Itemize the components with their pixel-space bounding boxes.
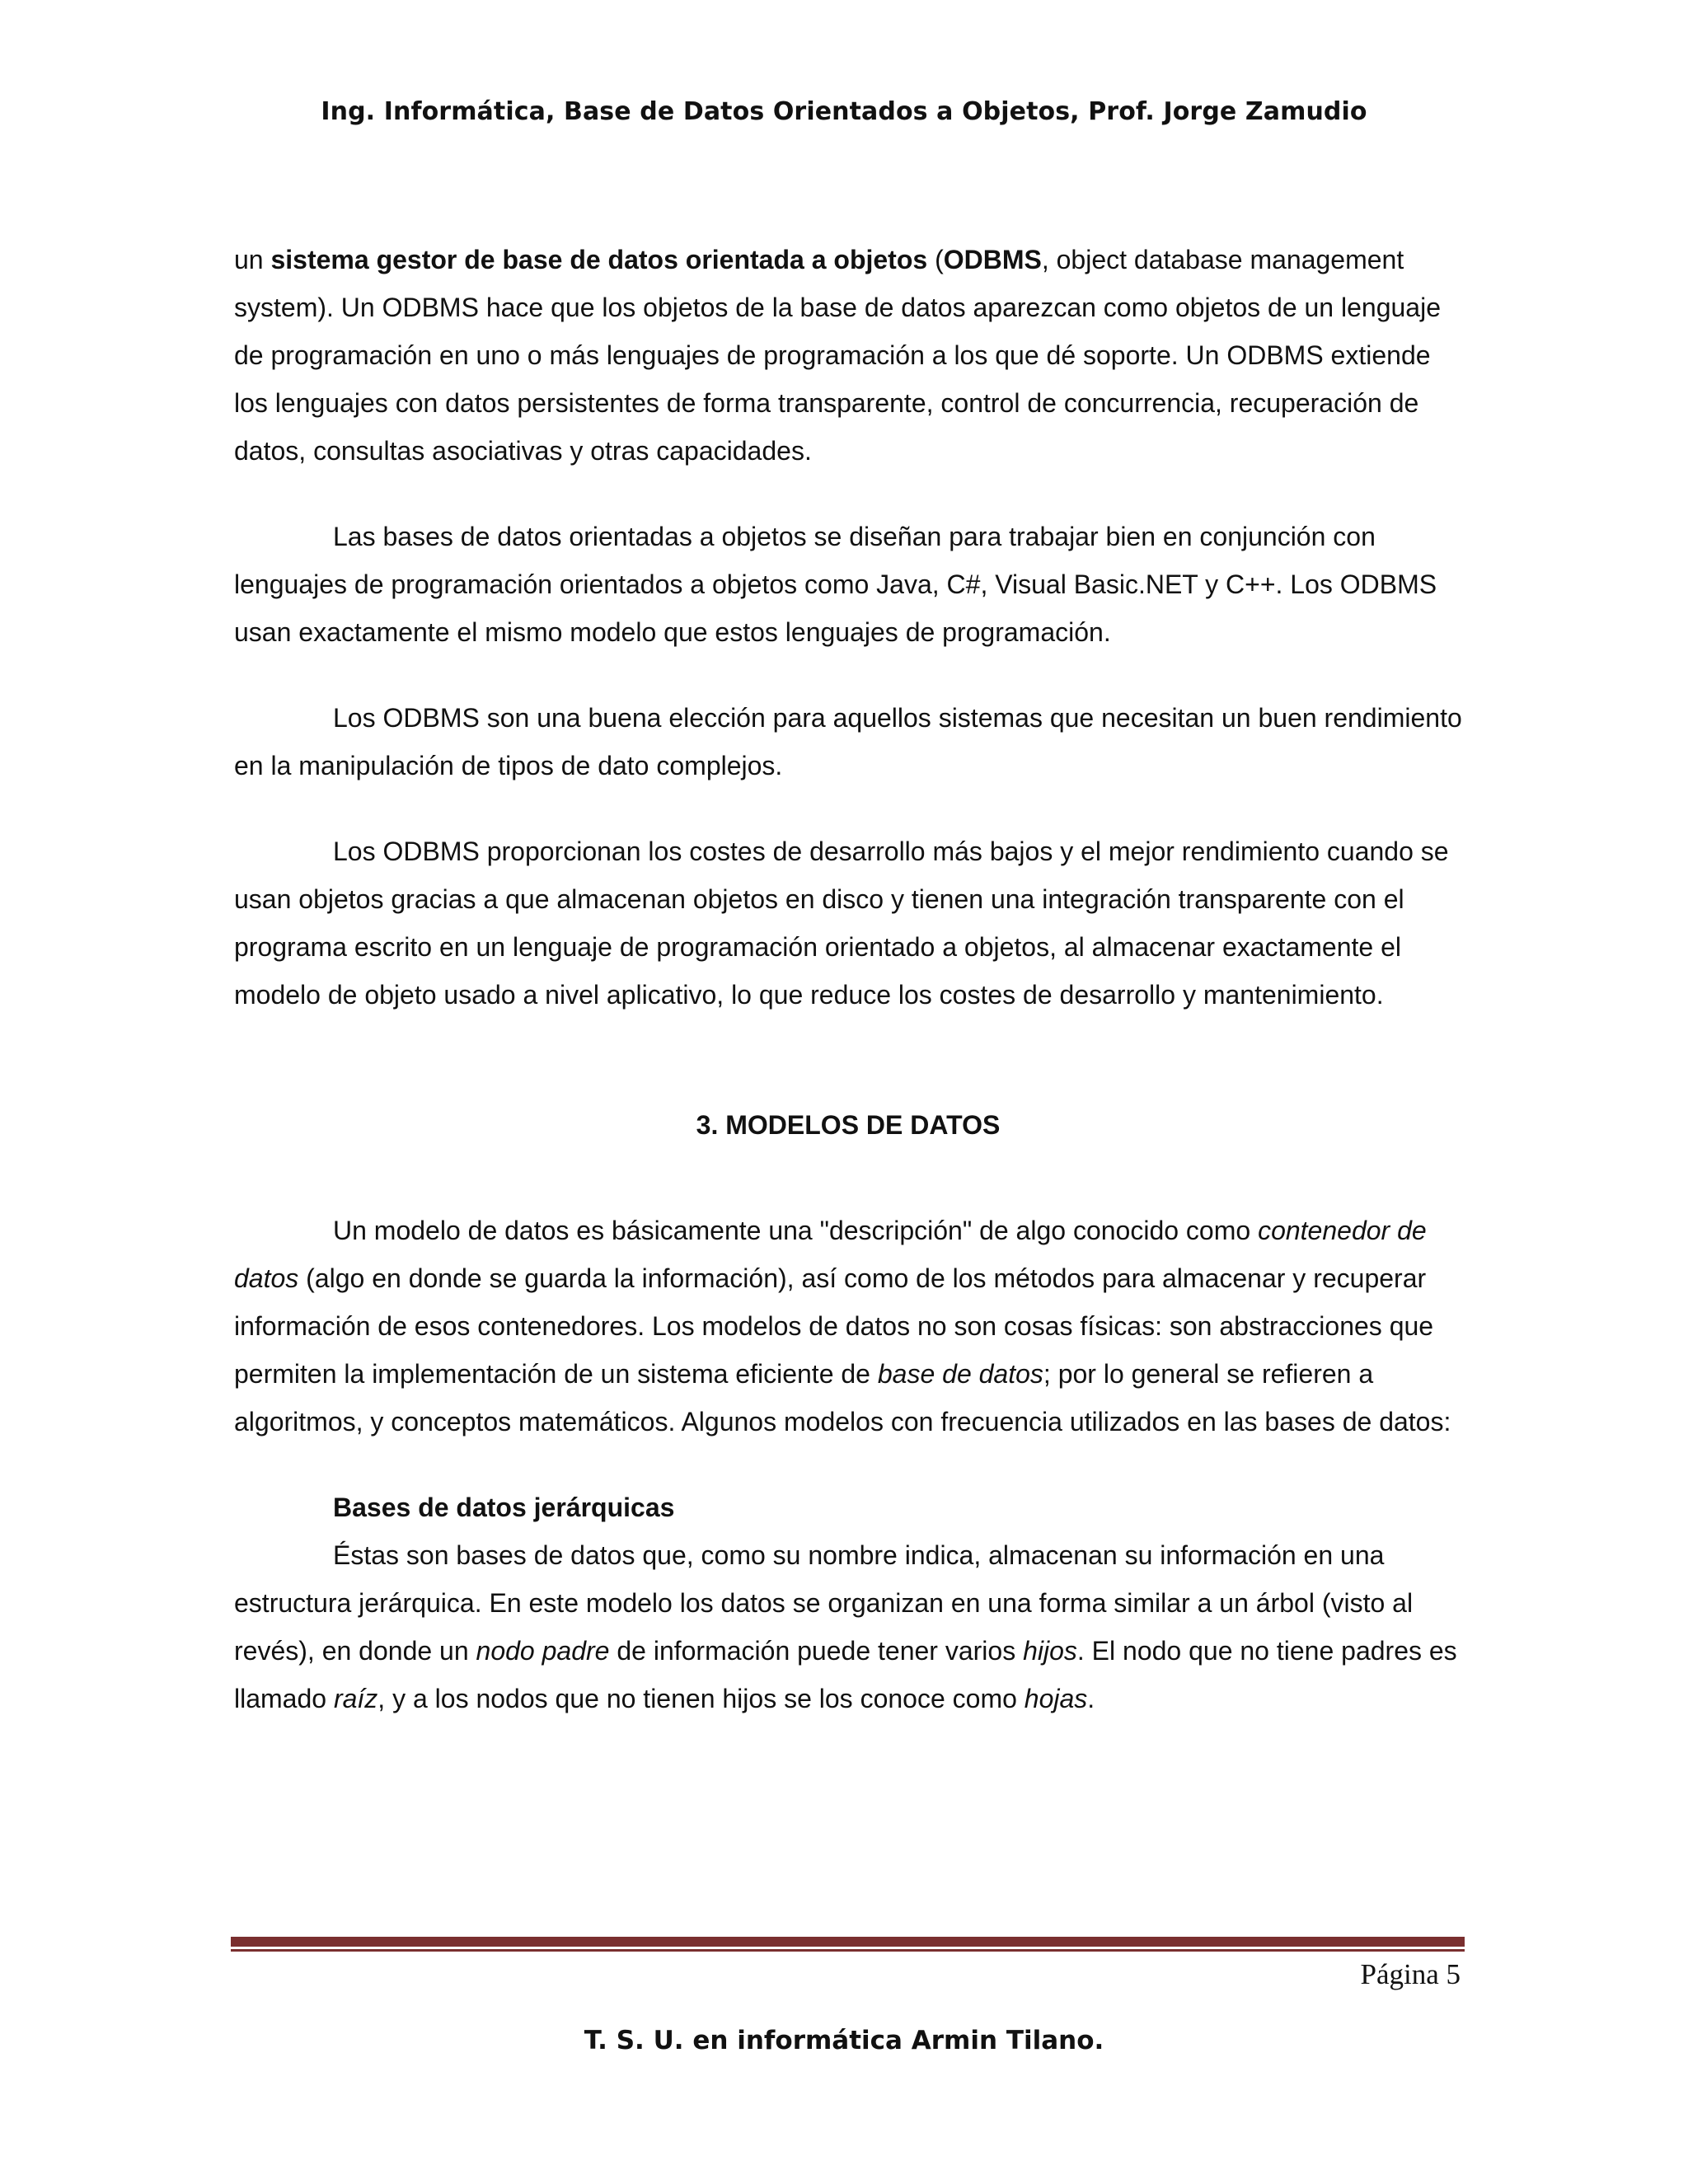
bold-acronym: ODBMS — [943, 245, 1042, 274]
paragraph-odbms-definition — [234, 236, 1462, 475]
page-header: Ing. Informática, Base de Datos Orientados a Objetos, Prof. Jorge Zamudio — [321, 97, 1367, 126]
footer-note: T. S. U. en informática Armin Tilano. — [584, 2026, 1104, 2055]
text-run: Éstas son bases de datos que, como su nombre indica, almacenan su información en una estructura jerárquica. En este modelo los datos se organizan en una forma similar a un árbol (visto al revés), en donde un — [234, 1540, 1414, 1666]
footer-rule-thick — [231, 1937, 1465, 1947]
paragraph-oo-languages: Las bases de datos orientadas a objetos se diseñan para trabajar bien en conjunción con lenguajes de programación orientados a objetos como Java, C#, Visual Basic.NET y C++. Los ODBMS usan exactamente el mismo modelo que estos lenguajes de programación. — [234, 522, 1437, 647]
text-run: , object database management system). Un ODBMS hace que los objetos de la base de datos aparezcan como objetos de un lenguaje de programación en uno o más lenguajes de programación a los que dé soporte. Un ODBMS extiende los lenguajes con datos persistentes de forma transparente, control de concurrencia, recuperación de datos, consultas asociativas y otras capacidades. — [234, 245, 1441, 466]
subheading-hierarchical: Bases de datos jerárquicas — [333, 1493, 675, 1522]
italic-term: base de datos — [877, 1359, 1043, 1389]
text-run: Un modelo de datos es básicamente una "descripción" de algo conocido como — [333, 1216, 1259, 1245]
paragraph-good-choice: Los ODBMS son una buena elección para aquellos sistemas que necesitan un buen rendimiento en la manipulación de tipos de dato complejos. — [234, 703, 1462, 780]
section-title: 3. MODELOS DE DATOS — [696, 1110, 1001, 1140]
text-run: . El nodo que no tiene padres es llamado — [234, 1636, 1457, 1713]
document-body — [234, 236, 1462, 1722]
text-run: de información puede tener varios — [609, 1636, 1024, 1666]
italic-term: hijos — [1023, 1636, 1077, 1666]
paragraph-hierarchical — [234, 1531, 1462, 1722]
paragraph-lower-costs: Los ODBMS proporcionan los costes de desarrollo más bajos y el mejor rendimiento cuando se usan objetos gracias a que almacenan objetos en disco y tienen una integración transparente con el programa escrito en un lenguaje de programación orientado a objetos, al almacenar exactamente el modelo de objeto usado a nivel aplicativo, lo que reduce los costes de desarrollo y mantenimiento. — [234, 837, 1449, 1010]
page-number: Página 5 — [1360, 1958, 1461, 1990]
text-run: un — [234, 245, 271, 274]
paragraph-data-model — [234, 1207, 1462, 1446]
text-run: ; por lo general se refieren a algoritmos, y conceptos matemáticos. Algunos modelos con frecuencia utilizados en las bases de datos: — [234, 1359, 1451, 1436]
bold-term: sistema gestor de base de datos orientada a objetos — [270, 245, 928, 274]
footer-rule-thin — [231, 1949, 1465, 1952]
text-run: , y a los nodos que no tienen hijos se los conoce como — [377, 1684, 1025, 1713]
italic-term: nodo padre — [476, 1636, 610, 1666]
italic-term: raíz — [333, 1684, 378, 1713]
text-run: ( — [927, 245, 944, 274]
footer-rule — [231, 1937, 1465, 1952]
text-run: . — [1087, 1684, 1095, 1713]
italic-term: hojas — [1024, 1684, 1088, 1713]
italic-term: contenedor de datos — [234, 1216, 1427, 1293]
text-run: (algo en donde se guarda la información), así como de los métodos para almacenar y recuperar información de esos contenedores. Los modelos de datos no son cosas físicas: son abstracciones que permiten la implementación de un sistema eficiente de — [234, 1263, 1434, 1389]
